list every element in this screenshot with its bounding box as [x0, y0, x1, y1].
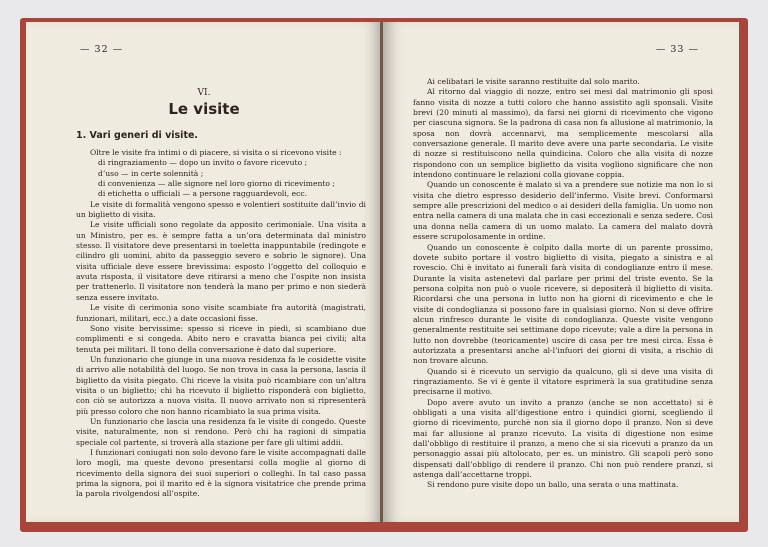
paragraph: Un funzionario che giunge in una nuova residenza fa le cosidette visite di arrivo alle notabilità del luogo. Se non trova in casa la persona, lascia il biglietto da visita piegato. Chi riceve la visita può ricambiare con un’altra visita o un biglietto; chi ha ricevuto il biglietto risponderà con biglietto, con ciò se autorizza a nuova visita. Il nuovo arrivato non si ripresenterà più presso coloro che non hanno ricambiato la sua prima visita. — [76, 354, 366, 416]
list-item: di ringraziamento — dopo un invito o favore ricevuto ; — [98, 158, 308, 168]
paragraph: Le visite ufficiali sono regolate da apposito cerimoniale. Una visita a un Ministro, per es. è sempre fatta a un’ora determinata dal ministro stesso. Il visitatore deve presentarsi in toeletta inappuntabile (redingote e cilindro gli uomini, abito da passeggio severo e sobrio le signore). Una visita ufficiale deve essere brevissima: esposto l’oggetto del colloquio e avuta risposta, il visitatore deve ritirarsi a meno che l’ospite non insista per trattenerlo. Il visitatore non tenderà la mano per primo e non siederà senza essere invitato. — [76, 220, 366, 302]
page-number: — 32 — — [80, 44, 124, 55]
paragraph: I funzionari coniugati non solo devono fare le visite accompagnati dalle loro mogli, ma queste devono presentarsi colla moglie al giorno di ricevimento della signora dei suoi superiori o colleghi. In tal caso passa prima la signora, poi il marito ed è la signora visitatrice che prende prima la parola rivolgendosi all’ospite. — [76, 447, 366, 499]
paragraph: Le visite di cerimonia sono visite scambiate fra autorità (magistrati, funzionari, militari, ecc.) a date occasioni fisse. — [76, 303, 366, 323]
list-item: di etichetta o ufficiali — a persone ragguardevoli, ecc. — [98, 189, 307, 199]
list-item: d’uso — in certe solennità ; — [98, 168, 204, 178]
chapter-number: VI. — [197, 88, 211, 98]
paragraph: Dopo avere avuto un invito a pranzo (anche se non accettato) si è obbligati a una visita all’digestione entro i quindici giorni, scegliendo il giorno di ricevimento, purchè non sia il giorno dopo il pranzo. Non si deve mai far allusione al pranzo ricevuto. La visita di digestione non esime dall’obbligo di restituire il pranzo, a meno che si sia ricevuti a pranzo da un personaggio assai più altolocato, per es. un ministro. Gli scapoli però sono dispensati dall’obbligo di rendere il pranzo. Chi non può rendere pranzi, si astenga dall’accettarne troppi. — [413, 397, 713, 480]
paragraph: Quando si è ricevuto un servigio da qualcuno, gli si deve una visita di ringraziamento. Se vi è gente il vitatore esprimerà la sua gratitudine senza precisarne il motivo. — [413, 366, 713, 397]
paragraph: Quando un conoscente è colpito dalla morte di un parente prossimo, dovete subito portare il vostro biglietto di visita, piegato a sinistra e al rovescio. Chi è invitato ai funerali farà visita di condoglianze entro il mese. Durante la visita astenetevi dal parlare per primi del triste evento. Se la persona colpita non può o vuole ricevere, si depositerà il biglietto di visita. Ricordarsi che una persona in lutto non ha giorni di ricevimento e che le visite di condoglianza si possono fare in qualsiasi giorno. Non si deve offrire alcun rinfresco durante le visite di condoglianza. Queste visite vengono generalmente restituite sei settimane dopo ricevute; vale a dire la persona in lutto non dovrebbe (teoricamente) uscire di casa per tre mesi circa. Essa è autorizzata a presentarsi anche al-l’infuori dei giorni di visita, a rischio di non trovare alcuno. — [413, 242, 713, 366]
page-number: — 33 — — [655, 44, 699, 55]
body-text — [76, 148, 366, 500]
paragraph: Ai celibatari le visite saranno restituite dal solo marito. — [427, 77, 640, 86]
list-item: di convenienza — alle signore nel loro giorno di ricevimento ; — [98, 179, 335, 189]
paragraph: Le visite di formalità vengono spesso e volentieri sostituite dall’invio di un biglietto di visita. — [76, 199, 366, 220]
left-page — [26, 22, 382, 522]
chapter-title: Le visite — [168, 100, 240, 118]
paragraph: Oltre le visite fra intimi o di piacere, si visita o si ricevono visite : — [90, 148, 342, 157]
section-title: 1. Vari generi di visite. — [76, 130, 199, 141]
right-page — [383, 22, 739, 522]
paragraph: Un funzionario che lascia una residenza fa le visite di congedo. Queste visite, naturalmente, non si rendono. Però chi ha ragioni di simpatia speciale col partente, si troverà alla stazione per fare gli ultimi addii. — [76, 416, 366, 447]
paragraph: Si rendono pure visite dopo un ballo, una serata o una mattinata. — [427, 480, 679, 490]
paragraph: Al ritorno dal viaggio di nozze, entro sei mesi dal matrimonio gli sposi fanno visita di nozze a tutti coloro che hanno assistito agli sponsali. Visite brevi (20 minuti al massimo), da farsi nei giorni di ricevimento che vigono per ciascuna signora. Se la padrona di casa non fa allusione al matrimonio, la sposa non dovrà accennarvi, ma semplicemente mescolarsi alla conversazione generale. Il marito deve avere una parte secondaria. Le visite di nozze si restituiscono nella quindicina. Coloro che alla visita di nozze rispondono con un semplice biglietto da visita vogliono significare che non intendono continuare le relazioni colla giovane coppia. — [413, 87, 713, 180]
body-text — [413, 77, 713, 491]
paragraph: Quando un conoscente è malato si va a prendere sue notizie ma non lo si visita che dietro espresso desiderio dell’infermo. Visite brevi. Conformarsi sempre alle prescrizioni del medico o ai desideri della famiglia. Un uomo non entra nella camera di una malata che in casi eccezionali e senza sedere. Così una donna nella camera di un uomo malato. La camera del malato dovrà essere scrupolosamente in ordine. — [413, 180, 713, 242]
paragraph: Sono visite bervissime: spesso si riceve in piedi, si scambiano due complimenti e si congeda. Abito nero e cravatta bianca pei civili; alta tenuta pei militari. Il tono della conversazione è dato dal superiore. — [76, 323, 366, 354]
